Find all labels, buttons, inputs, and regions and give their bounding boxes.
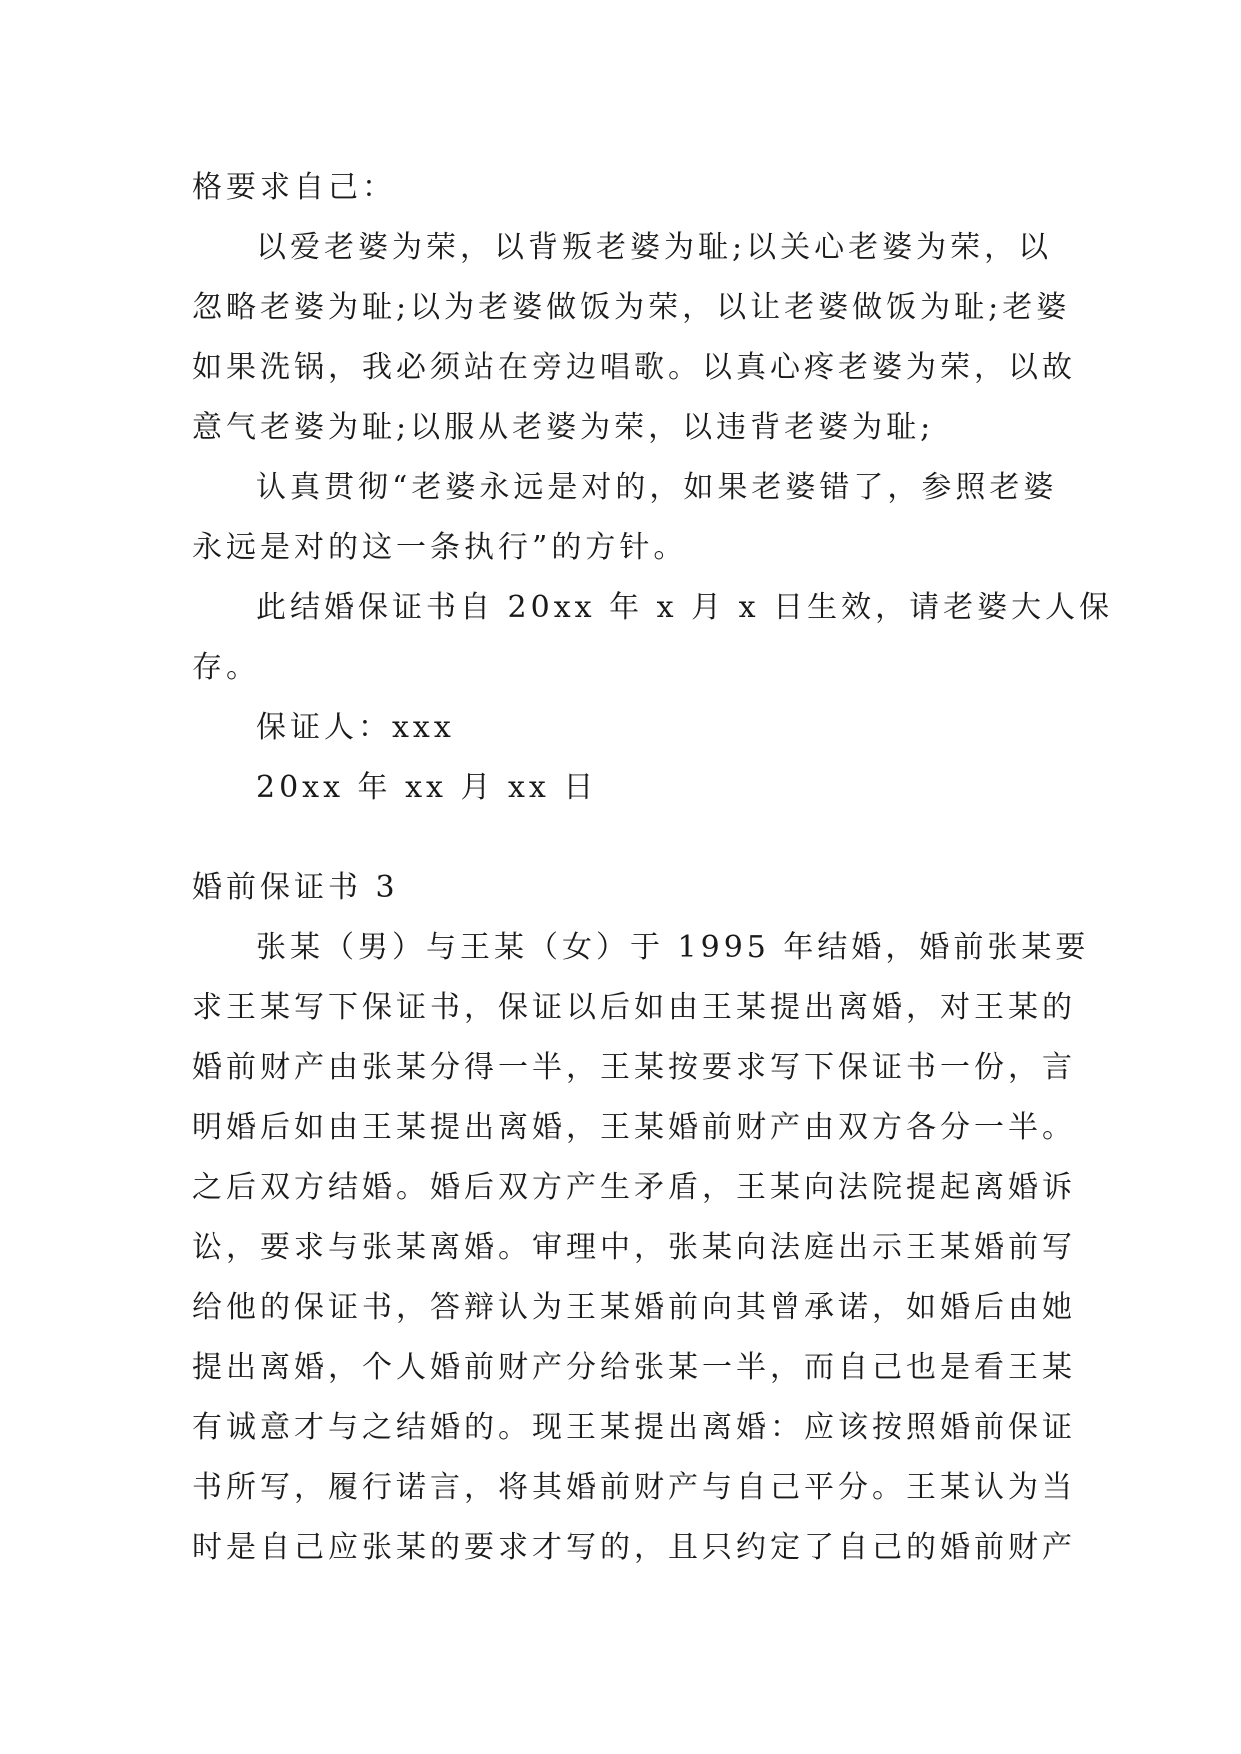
- paragraph-line: 如果洗锅，我必须站在旁边唱歌。以真心疼老婆为荣，以故: [192, 350, 1076, 385]
- section-heading: 婚前保证书 3: [192, 870, 399, 905]
- paragraph-line: 存。: [192, 650, 260, 685]
- paragraph-line: 认真贯彻“老婆永远是对的，如果老婆错了，参照老婆: [256, 470, 1058, 505]
- paragraph-line: 张某（男）与王某（女）于 1995 年结婚，婚前张某要: [256, 930, 1090, 965]
- paragraph-line: 此结婚保证书自 20xx 年 x 月 x 日生效，请老婆大人保: [256, 590, 1114, 625]
- paragraph-line: 明婚后如由王某提出离婚，王某婚前财产由双方各分一半。: [192, 1110, 1076, 1145]
- date-line: 20xx 年 xx 月 xx 日: [256, 770, 598, 805]
- paragraph-line: 永远是对的这一条执行”的方针。: [192, 530, 688, 565]
- paragraph-line: 讼，要求与张某离婚。审理中，张某向法庭出示王某婚前写: [192, 1230, 1076, 1265]
- paragraph-line: 有诚意才与之结婚的。现王某提出离婚：应该按照婚前保证: [192, 1410, 1076, 1445]
- signer-line: 保证人：xxx: [256, 710, 455, 745]
- paragraph-line: 时是自己应张某的要求才写的，且只约定了自己的婚前财产: [192, 1530, 1076, 1565]
- paragraph-line: 求王某写下保证书，保证以后如由王某提出离婚，对王某的: [192, 990, 1076, 1025]
- paragraph-line: 之后双方结婚。婚后双方产生矛盾，王某向法院提起离婚诉: [192, 1170, 1076, 1205]
- paragraph-line: 以爱老婆为荣，以背叛老婆为耻;以关心老婆为荣，以: [256, 230, 1053, 265]
- paragraph-line: 意气老婆为耻;以服从老婆为荣，以违背老婆为耻;: [192, 410, 935, 445]
- paragraph-line: 书所写，履行诺言，将其婚前财产与自己平分。王某认为当: [192, 1470, 1076, 1505]
- paragraph-line: 给他的保证书，答辩认为王某婚前向其曾承诺，如婚后由她: [192, 1290, 1076, 1325]
- paragraph-line: 提出离婚，个人婚前财产分给张某一半，而自己也是看王某: [192, 1350, 1076, 1385]
- paragraph-line: 格要求自己：: [192, 170, 396, 205]
- paragraph-line: 婚前财产由张某分得一半，王某按要求写下保证书一份，言: [192, 1050, 1076, 1085]
- paragraph-line: 忽略老婆为耻;以为老婆做饭为荣，以让老婆做饭为耻;老婆: [192, 290, 1071, 325]
